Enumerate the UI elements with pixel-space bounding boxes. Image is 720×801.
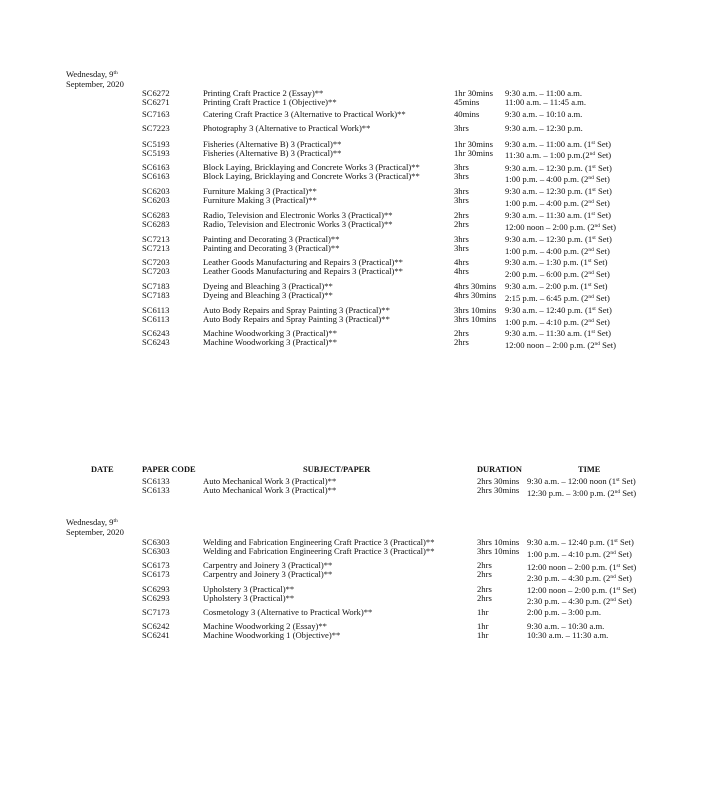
duration: 3hrs — [454, 186, 469, 196]
paper-code: SC5193 — [142, 148, 170, 158]
subject: Machine Woodworking 3 (Practical)** — [203, 337, 337, 347]
duration: 2hrs — [454, 219, 469, 229]
duration: 1hr 30mins — [454, 148, 493, 158]
subject: Fisheries (Alternative B) 3 (Practical)** — [203, 148, 342, 158]
paper-code: SC7173 — [142, 607, 170, 617]
time: 9:30 a.m. – 12:00 noon (1st Set) — [527, 476, 636, 486]
duration: 1hr — [477, 630, 489, 640]
duration: 3hrs 10mins — [454, 305, 497, 315]
duration: 4hrs 30mins — [454, 290, 497, 300]
header-date: DATE — [91, 465, 114, 474]
duration: 4hrs 30mins — [454, 281, 497, 291]
header-duration: DURATION — [477, 465, 522, 474]
paper-code: SC6293 — [142, 584, 170, 594]
section-1-date: Wednesday, 9th September, 2020 — [66, 69, 124, 89]
paper-code: SC7203 — [142, 266, 170, 276]
time: 9:30 a.m. – 1:30 p.m. (1st Set) — [505, 257, 608, 267]
time: 2:30 p.m. – 4:30 p.m. (2nd Set) — [527, 596, 632, 606]
duration: 1hr — [477, 621, 489, 631]
paper-code: SC7183 — [142, 281, 170, 291]
subject: Carpentry and Joinery 3 (Practical)** — [203, 560, 333, 570]
subject: Upholstery 3 (Practical)** — [203, 584, 295, 594]
subject: Dyeing and Bleaching 3 (Practical)** — [203, 290, 333, 300]
time: 9:30 a.m. – 11:30 a.m. (1st Set) — [505, 210, 611, 220]
duration: 2hrs — [454, 328, 469, 338]
duration: 4hrs — [454, 257, 469, 267]
header-subject: SUBJECT/PAPER — [303, 465, 371, 474]
subject: Machine Woodworking 2 (Essay)** — [203, 621, 327, 631]
header-time: TIME — [578, 465, 601, 474]
time: 1:00 p.m. – 4:00 p.m. (2nd Set) — [505, 174, 610, 184]
subject: Auto Mechanical Work 3 (Practical)** — [203, 485, 337, 495]
time: 9:30 a.m. – 12:40 p.m. (1st Set) — [527, 537, 634, 547]
paper-code: SC6293 — [142, 593, 170, 603]
time: 10:30 a.m. – 11:30 a.m. — [527, 630, 609, 640]
subject: Radio, Television and Electronic Works 3 (Practical)** — [203, 219, 393, 229]
subject: Painting and Decorating 3 (Practical)** — [203, 234, 340, 244]
duration: 2hrs — [477, 569, 492, 579]
paper-code: SC6173 — [142, 569, 170, 579]
subject: Leather Goods Manufacturing and Repairs 3 (Practical)** — [203, 266, 403, 276]
subject: Auto Body Repairs and Spray Painting 3 (Practical)** — [203, 314, 390, 324]
paper-code: SC6303 — [142, 537, 170, 547]
duration: 3hrs 10mins — [454, 314, 497, 324]
paper-code: SC6241 — [142, 630, 170, 640]
time: 9:30 a.m. – 10:30 a.m. — [527, 621, 605, 631]
paper-code: SC6173 — [142, 560, 170, 570]
time: 12:00 noon – 2:00 p.m. (2nd Set) — [505, 340, 617, 350]
paper-code: SC6163 — [142, 171, 170, 181]
time: 1:00 p.m. – 4:10 p.m. (2nd Set) — [527, 549, 632, 559]
time: 9:30 a.m. – 10:10 a.m. — [505, 109, 583, 119]
paper-code: SC6243 — [142, 328, 170, 338]
duration: 1hr 30mins — [454, 139, 493, 149]
time: 9:30 a.m. – 11:00 a.m. (1st Set) — [505, 139, 611, 149]
subject: Auto Mechanical Work 3 (Practical)** — [203, 476, 337, 486]
subject: Machine Woodworking 1 (Objective)** — [203, 630, 341, 640]
time: 1:00 p.m. – 4:00 p.m. (2nd Set) — [505, 246, 610, 256]
time: 2:30 p.m. – 4:30 p.m. (2nd Set) — [527, 573, 632, 583]
time: 1:00 p.m. – 4:00 p.m. (2nd Set) — [505, 198, 610, 208]
subject: Photography 3 (Alternative to Practical Work)** — [203, 123, 371, 133]
time: 9:30 a.m. – 12:30 p.m. (1st Set) — [505, 234, 612, 244]
paper-code: SC6243 — [142, 337, 170, 347]
paper-code: SC6163 — [142, 162, 170, 172]
subject: Upholstery 3 (Practical)** — [203, 593, 295, 603]
time: 9:30 a.m. – 11:30 a.m. (1st Set) — [505, 328, 611, 338]
time: 2:00 p.m. – 6:00 p.m. (2nd Set) — [505, 269, 610, 279]
subject: Printing Craft Practice 2 (Essay)** — [203, 88, 324, 98]
subject: Carpentry and Joinery 3 (Practical)** — [203, 569, 333, 579]
paper-code: SC5193 — [142, 139, 170, 149]
paper-code: SC6303 — [142, 546, 170, 556]
time: 9:30 a.m. – 12:30 p.m. — [505, 123, 583, 133]
duration: 3hrs — [454, 171, 469, 181]
paper-code: SC6271 — [142, 97, 170, 107]
subject: Fisheries (Alternative B) 3 (Practical)** — [203, 139, 342, 149]
time: 9:30 a.m. – 12:40 p.m. (1st Set) — [505, 305, 612, 315]
paper-code: SC6133 — [142, 485, 170, 495]
paper-code: SC7213 — [142, 243, 170, 253]
duration: 3hrs 10mins — [477, 537, 520, 547]
paper-code: SC7213 — [142, 234, 170, 244]
duration: 45mins — [454, 97, 480, 107]
duration: 2hrs — [477, 593, 492, 603]
duration: 2hrs — [454, 337, 469, 347]
time: 9:30 a.m. – 2:00 p.m. (1st Set) — [505, 281, 608, 291]
duration: 3hrs — [454, 195, 469, 205]
header-paper-code: PAPER CODE — [142, 465, 196, 474]
duration: 3hrs — [454, 162, 469, 172]
duration: 2hrs 30mins — [477, 476, 520, 486]
time: 9:30 a.m. – 12:30 p.m. (1st Set) — [505, 186, 612, 196]
subject: Block Laying, Bricklaying and Concrete Works 3 (Practical)** — [203, 171, 420, 181]
time: 12:00 noon – 2:00 p.m. (2nd Set) — [505, 222, 617, 232]
duration: 2hrs — [454, 210, 469, 220]
subject: Dyeing and Bleaching 3 (Practical)** — [203, 281, 333, 291]
duration: 2hrs 30mins — [477, 485, 520, 495]
duration: 3hrs — [454, 123, 469, 133]
paper-code: SC6272 — [142, 88, 170, 98]
time: 12:00 noon – 2:00 p.m. (1st Set) — [527, 585, 637, 595]
subject: Welding and Fabrication Engineering Craft Practice 3 (Practical)** — [203, 537, 435, 547]
subject: Painting and Decorating 3 (Practical)** — [203, 243, 340, 253]
subject: Furniture Making 3 (Practical)** — [203, 195, 317, 205]
subject: Machine Woodworking 3 (Practical)** — [203, 328, 337, 338]
duration: 1hr 30mins — [454, 88, 493, 98]
subject: Auto Body Repairs and Spray Painting 3 (Practical)** — [203, 305, 390, 315]
time: 9:30 a.m. – 11:00 a.m. — [505, 88, 583, 98]
subject: Welding and Fabrication Engineering Craft Practice 3 (Practical)** — [203, 546, 435, 556]
paper-code: SC7223 — [142, 123, 170, 133]
paper-code: SC6242 — [142, 621, 170, 631]
duration: 3hrs — [454, 243, 469, 253]
duration: 3hrs 10mins — [477, 546, 520, 556]
section-3-date: Wednesday, 9th September, 2020 — [66, 517, 124, 537]
duration: 1hr — [477, 607, 489, 617]
time: 1:00 p.m. – 4:10 p.m. (2nd Set) — [505, 317, 610, 327]
subject: Leather Goods Manufacturing and Repairs 3 (Practical)** — [203, 257, 403, 267]
time: 9:30 a.m. – 12:30 p.m. (1st Set) — [505, 163, 612, 173]
paper-code: SC6203 — [142, 186, 170, 196]
duration: 3hrs — [454, 234, 469, 244]
time: 11:00 a.m. – 11:45 a.m. — [505, 97, 586, 107]
time: 12:30 p.m. – 3:00 p.m. (2nd Set) — [527, 488, 637, 498]
paper-code: SC7163 — [142, 109, 170, 119]
subject: Block Laying, Bricklaying and Concrete Works 3 (Practical)** — [203, 162, 420, 172]
paper-code: SC7183 — [142, 290, 170, 300]
paper-code: SC6283 — [142, 210, 170, 220]
subject: Radio, Television and Electronic Works 3 (Practical)** — [203, 210, 393, 220]
paper-code: SC7203 — [142, 257, 170, 267]
time: 2:00 p.m. – 3:00 p.m. — [527, 607, 602, 617]
subject: Cosmetology 3 (Alternative to Practical Work)** — [203, 607, 373, 617]
paper-code: SC6283 — [142, 219, 170, 229]
time: 12:00 noon – 2:00 p.m. (1st Set) — [527, 562, 637, 572]
subject: Catering Craft Practice 3 (Alternative to Practical Work)** — [203, 109, 406, 119]
paper-code: SC6113 — [142, 305, 170, 315]
paper-code: SC6133 — [142, 476, 170, 486]
time: 2:15 p.m. – 6:45 p.m. (2nd Set) — [505, 293, 610, 303]
time: 11:30 a.m. – 1:00 p.m.(2nd Set) — [505, 150, 612, 160]
subject: Printing Craft Practice 1 (Objective)** — [203, 97, 337, 107]
duration: 2hrs — [477, 560, 492, 570]
duration: 4hrs — [454, 266, 469, 276]
paper-code: SC6203 — [142, 195, 170, 205]
duration: 40mins — [454, 109, 480, 119]
duration: 2hrs — [477, 584, 492, 594]
paper-code: SC6113 — [142, 314, 170, 324]
subject: Furniture Making 3 (Practical)** — [203, 186, 317, 196]
